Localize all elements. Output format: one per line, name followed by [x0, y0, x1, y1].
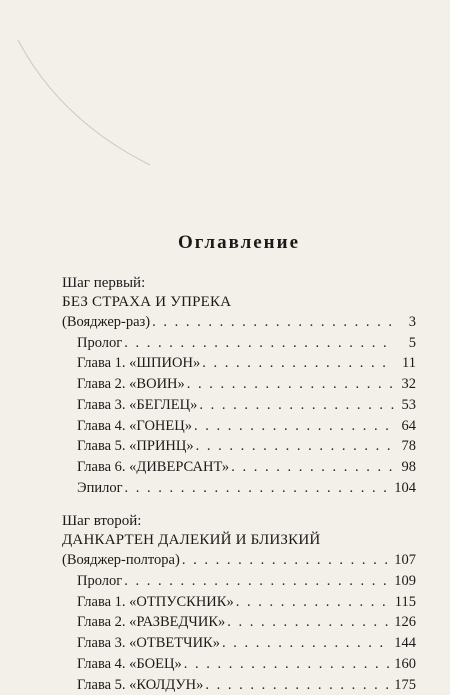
entry-title: Пролог [77, 334, 123, 351]
entry-title: Глава 2. «РАЗВЕДЧИК» [77, 614, 226, 631]
entry-title: Глава 6. «ДИВЕРСАНТ» [77, 458, 230, 475]
entry-title: Эпилог [77, 479, 123, 496]
part-1 [62, 274, 416, 498]
dot-leader [184, 654, 391, 675]
entry-title: Глава 3. «ОТВЕТЧИК» [77, 635, 220, 652]
entry-title: (Вояджер-полтора) [62, 552, 180, 569]
section-gap [62, 498, 416, 512]
entry-page: 160 [394, 655, 416, 672]
entry-title: Глава 1. «ОТПУСКНИК» [77, 593, 234, 610]
toc-entry[interactable] [62, 612, 416, 633]
part-label: Шаг второй: [62, 513, 142, 530]
entry-page: 5 [408, 334, 416, 351]
entry-page: 53 [401, 396, 416, 413]
dot-leader [205, 675, 390, 695]
entry-page: 115 [394, 593, 416, 610]
entry-title: Глава 4. «БОЕЦ» [77, 655, 182, 672]
entry-page: 109 [394, 573, 416, 590]
dot-leader [152, 312, 394, 333]
entry-page: 3 [408, 314, 416, 330]
toc-entry[interactable] [62, 478, 416, 499]
dot-leader [194, 416, 394, 437]
table-of-contents [62, 232, 416, 695]
part-2 [62, 512, 416, 695]
dot-leader [196, 436, 394, 457]
entry-page: 11 [402, 355, 416, 372]
toc-entry[interactable] [62, 416, 416, 437]
entry-title: (Вояджер-раз) [62, 314, 151, 330]
dot-leader [202, 353, 394, 374]
toc-entry[interactable] [62, 395, 416, 416]
entry-title: Глава 1. «ШПИОН» [77, 355, 201, 372]
entry-page: 32 [401, 376, 416, 393]
toc-entry[interactable] [62, 436, 416, 457]
dot-leader [231, 457, 394, 478]
entry-page: 98 [401, 458, 416, 475]
dot-leader [182, 550, 390, 571]
part-label: Шаг первый: [62, 275, 146, 291]
entry-page: 126 [394, 614, 416, 631]
entry-page: 78 [401, 438, 416, 455]
toc-entry[interactable] [62, 457, 416, 478]
toc-entry[interactable] [62, 550, 416, 571]
entry-title: Глава 2. «ВОИН» [77, 376, 185, 393]
part-title: ДАНКАРТЕН ДАЛЕКИЙ И БЛИЗКИЙ [62, 532, 321, 549]
toc-entry[interactable] [62, 675, 416, 695]
toc-entry[interactable] [62, 374, 416, 395]
toc-entry[interactable] [62, 633, 416, 654]
toc-entry[interactable] [62, 654, 416, 675]
dot-leader [124, 333, 394, 354]
entry-page: 107 [394, 552, 416, 569]
dot-leader [125, 478, 391, 499]
toc-entry[interactable] [62, 312, 416, 333]
entry-title: Глава 5. «КОЛДУН» [77, 676, 204, 693]
dot-leader [236, 592, 391, 613]
entry-title: Глава 3. «БЕГЛЕЦ» [77, 396, 198, 413]
dot-leader [124, 571, 390, 592]
entry-title: Глава 5. «ПРИНЦ» [77, 438, 194, 455]
toc-heading: Оглавление [177, 232, 301, 253]
dot-leader [227, 612, 390, 633]
entry-title: Пролог [77, 573, 123, 590]
dot-leader [222, 633, 390, 654]
toc-entry[interactable] [62, 333, 416, 354]
entry-title: Глава 4. «ГОНЕЦ» [77, 417, 192, 434]
toc-entry[interactable] [62, 353, 416, 374]
dot-leader [187, 374, 394, 395]
entry-page: 144 [394, 635, 416, 652]
entry-page: 175 [394, 676, 416, 693]
dot-leader [199, 395, 394, 416]
entry-page: 64 [401, 417, 416, 434]
toc-entry[interactable] [62, 571, 416, 592]
entry-page: 104 [394, 479, 416, 496]
part-title: БЕЗ СТРАХА И УПРЕКА [62, 294, 232, 310]
toc-entry[interactable] [62, 592, 416, 613]
